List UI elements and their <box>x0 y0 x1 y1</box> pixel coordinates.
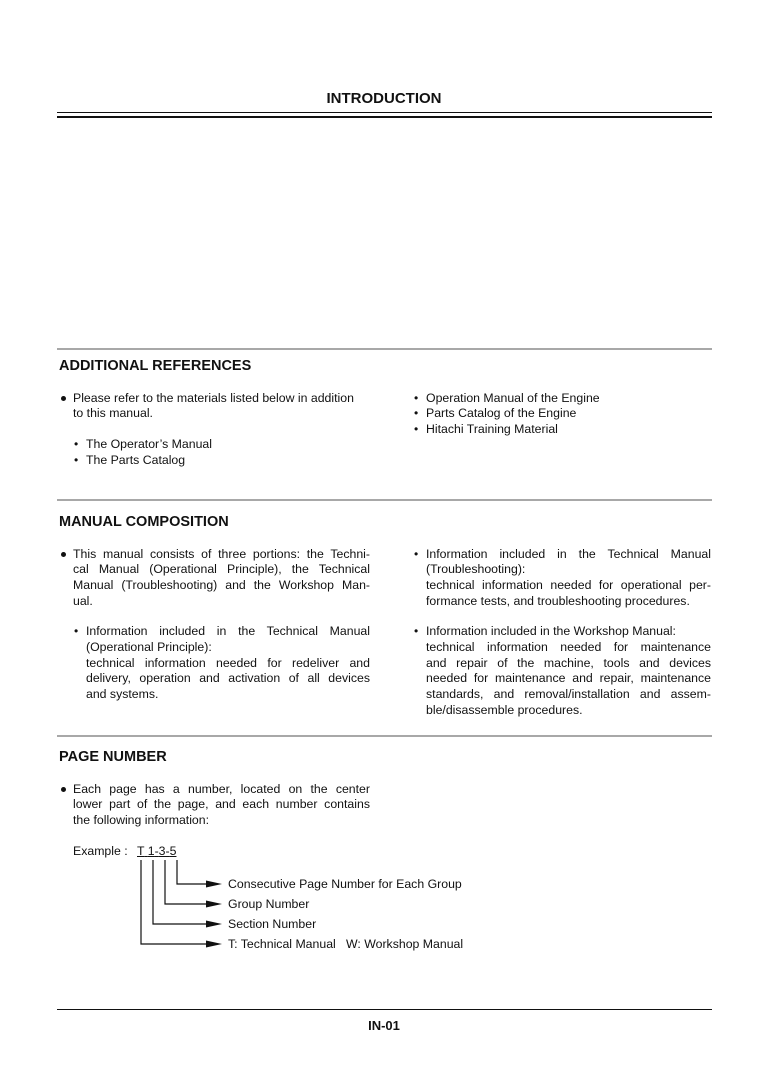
bullet-icon: • <box>74 624 79 638</box>
paragraph-line: Manual (Troubleshooting) and the Workshop Man- <box>73 578 370 592</box>
paragraph-line: and repair of the machine, tools and devices <box>426 656 711 670</box>
diagram-label: Consecutive Page Number for Each Group <box>228 877 462 891</box>
paragraph-line: and systems. <box>86 687 159 701</box>
connector-line <box>165 860 210 904</box>
arrow-icon <box>206 881 222 888</box>
paragraph-line: needed for maintenance and repair, maintenance <box>426 671 711 685</box>
paragraph-line: technical information needed for redeliver and <box>86 656 370 670</box>
paragraph-line: ble/disassemble procedures. <box>426 703 583 717</box>
paragraph-line: standards, and removal/installation and assem- <box>426 687 711 701</box>
paragraph-line: Each page has a number, located on the center <box>73 782 370 796</box>
code-page: 5 <box>169 844 177 858</box>
footer-rule <box>57 1009 712 1010</box>
list-item: The Operator’s Manual <box>86 437 212 451</box>
paragraph-line: Please refer to the materials listed below in addition <box>73 391 354 405</box>
section-heading-additional-references: ADDITIONAL REFERENCES <box>59 358 252 374</box>
page-title: INTRODUCTION <box>326 90 442 107</box>
connector-line <box>141 860 210 944</box>
list-item: The Parts Catalog <box>86 453 186 467</box>
paragraph-line: This manual consists of three portions: the Techni- <box>73 547 370 561</box>
bullet-icon: • <box>414 391 419 405</box>
paragraph-line: to this manual. <box>73 406 153 420</box>
connector-line <box>153 860 210 924</box>
paragraph-line: lower part of the page, and each number contains <box>73 797 370 811</box>
paragraph-line: the following information: <box>73 813 210 827</box>
diagram-label: Group Number <box>228 897 310 911</box>
paragraph-line: Information included in the Workshop Manual: <box>426 624 676 638</box>
arrow-icon <box>206 901 222 908</box>
paragraph-line: (Troubleshooting): <box>426 562 526 576</box>
section-heading-manual-composition: MANUAL COMPOSITION <box>59 514 229 530</box>
code-sep: - <box>165 844 170 858</box>
paragraph-line: (Operational Principle): <box>86 640 212 654</box>
diagram-label: T: Technical Manual W: Workshop Manual <box>228 937 464 951</box>
arrow-icon <box>206 921 222 928</box>
code-sep: - <box>154 844 159 858</box>
paragraph-line: cal Manual (Operational Principle), the Technical <box>73 562 370 576</box>
bullet-icon: • <box>414 547 419 561</box>
paragraph-line: technical information needed for maintenance <box>426 640 711 654</box>
bullet-icon: • <box>74 453 79 467</box>
connector-line <box>177 860 210 884</box>
list-item: Operation Manual of the Engine <box>426 391 600 405</box>
diagram-label: Section Number <box>228 917 317 931</box>
list-item: Parts Catalog of the Engine <box>426 406 577 420</box>
paragraph-line: Information included in the Technical Manual <box>426 547 711 561</box>
bullet-icon: • <box>414 422 419 436</box>
bullet-icon: • <box>414 406 419 420</box>
bullet-icon: • <box>74 437 79 451</box>
example-label: Example : <box>73 844 128 858</box>
code-manual: T <box>137 844 145 858</box>
paragraph-line: delivery, operation and activation of all devices <box>86 671 370 685</box>
footer-page-number: IN-01 <box>368 1018 400 1033</box>
paragraph-line: Information included in the Technical Manual <box>86 624 370 638</box>
paragraph-line: formance tests, and troubleshooting procedures. <box>426 594 690 608</box>
paragraph-line: technical information needed for operational per- <box>426 578 711 592</box>
list-item: Hitachi Training Material <box>426 422 558 436</box>
section-heading-page-number: PAGE NUMBER <box>59 749 167 765</box>
arrow-icon <box>206 941 222 948</box>
code-group: 3 <box>158 844 166 858</box>
code-section: 1 <box>147 844 155 858</box>
bullet-icon: • <box>414 624 419 638</box>
paragraph-line: ual. <box>73 594 93 608</box>
